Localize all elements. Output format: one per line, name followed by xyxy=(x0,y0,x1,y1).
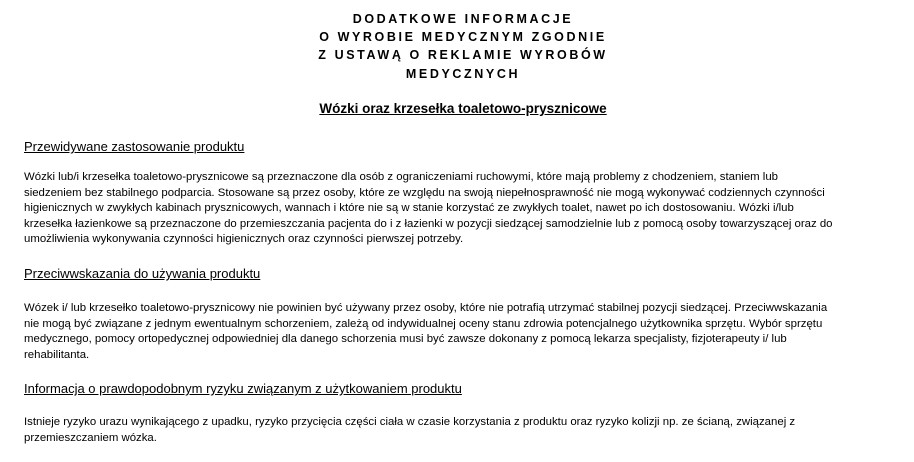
paragraph-line: medycznego, pomocy ortopedycznej odpowiedniej dla danego schorzenia musi być zawsze dokonany z pomocą lekarza specjalisty, fizjoterapeuty i/ lub xyxy=(24,333,787,346)
title-line: Z USTAWĄ O REKLAMIE WYROBÓW xyxy=(318,48,608,63)
section-heading-intended-use: Przewidywane zastosowanie produktu xyxy=(24,139,245,154)
title-line: DODATKOWE INFORMACJE xyxy=(352,12,574,26)
title-line: MEDYCZNYCH xyxy=(405,66,521,81)
paragraph-line: rehabilitanta. xyxy=(24,348,90,361)
section-heading-contraindications: Przeciwwskazania do używania produktu xyxy=(24,266,261,281)
section-heading-risk-information: Informacja o prawdopodobnym ryzyku związanym z użytkowaniem produktu xyxy=(24,381,462,396)
document-title xyxy=(0,10,914,83)
section-body-intended-use xyxy=(24,170,833,248)
title-line: O WYROBIE MEDYCZNYM ZGODNIE xyxy=(319,30,607,45)
paragraph-line: higienicznych w zwykłych kabinach prysznicowych, wannach i które nie są w stanie korzystać ze zwykłych toalet, nawet po ich dostosowaniu. Wózki i/lub xyxy=(24,202,794,215)
section-body-risk-information xyxy=(24,415,795,446)
paragraph-line: Wózek i/ lub krzesełko toaletowo-prysznicowy nie powinien być używany przez osoby, które nie potrafią utrzymać stabilnej pozycji siedzącej. Przeciwwskazania xyxy=(24,302,828,314)
paragraph-line: przemieszczaniem wózka. xyxy=(24,431,157,444)
section-body-contraindications xyxy=(24,301,827,363)
paragraph-line: siedzeniem bez stabilnego podparcia. Stosowane są przez osoby, które ze względu na swoją niepełnosprawność nie mogą wykonywać codziennych czynności xyxy=(24,186,825,199)
paragraph-line: Wózki lub/i krzesełka toaletowo-prysznicowe są przeznaczone dla osób z ograniczeniami ruchowymi, które mają problemy z chodzeniem, staniem lub xyxy=(24,171,779,183)
paragraph-line: nie mogą być związane z jednym ewentualnym schorzeniem, zależą od indywidualnej oceny stanu zdrowia potencjalnego użytkownika sprzętu. Wybór sprzętu xyxy=(24,317,823,330)
paragraph-line: Istnieje ryzyko urazu wynikającego z upadku, ryzyko przycięcia części ciała w czasie korzystania z produktu oraz ryzyko kolizji np. ze ścianą, związanej z xyxy=(24,416,796,428)
paragraph-line: krzesełka łazienkowe są przeznaczone do przemieszczania pacjenta do i z łazienki w pozycji siedzącej samodzielnie lub z pomocą osoby towarzyszącej oraz do xyxy=(24,217,833,230)
document-subtitle: Wózki oraz krzesełka toaletowo-prysznicowe xyxy=(319,101,607,116)
paragraph-line: umożliwienia wykonywania czynności higienicznych oraz czynności pierwszej potrzeby. xyxy=(24,233,464,246)
